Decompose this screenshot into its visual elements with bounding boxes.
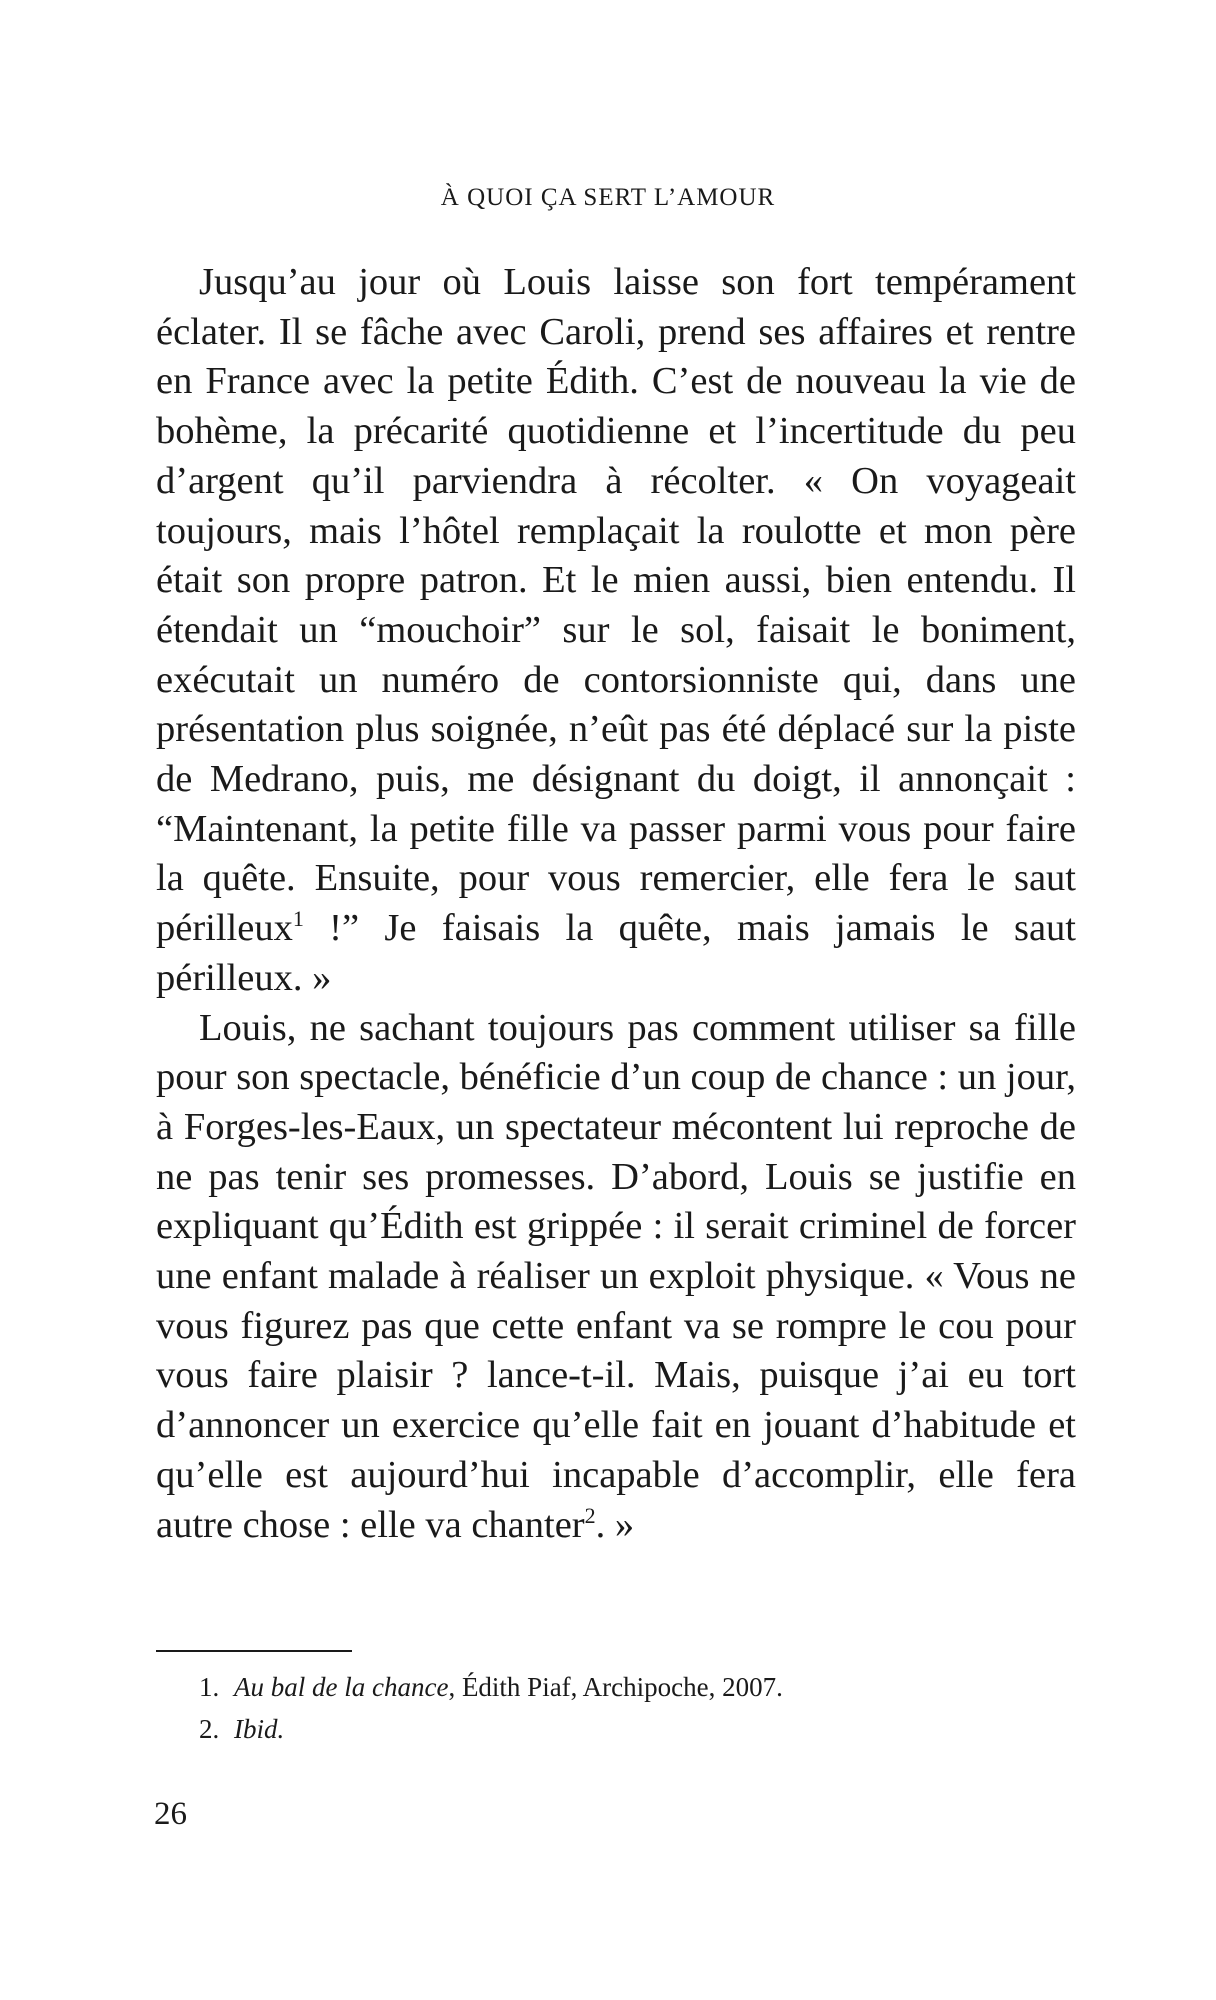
footnote-reference: 2 [584, 1502, 596, 1528]
footnote [199, 1666, 1059, 1708]
footnote-title: Au bal de la chance [234, 1672, 449, 1702]
footnote-number: 1. [199, 1672, 220, 1702]
body-text [156, 258, 1076, 1550]
footnotes [199, 1666, 1059, 1750]
footnote-reference: 1 [292, 906, 304, 932]
footnote-text: , Édith Piaf, Archipoche, 2007. [448, 1672, 783, 1702]
paragraph [156, 258, 1076, 1004]
paragraph-text: Louis, ne sachant toujours pas comment utiliser sa fille pour son spectacle, bénéficie d’un coup de chance : un jour, à Forges-les-Eaux, un spectateur mécontent lui reproche de ne pas tenir ses promesses. D’abord, Louis se justifie en expliquant qu’Édith est grippée : il serait criminel de forcer une enfant malade à réaliser un exploit physique. « Vous ne vous figurez pas que cette enfant va se rompre le cou pour vous faire plaisir ? lance-t-il. Mais, puisque j’ai eu tort d’annoncer un exercice qu’elle fait en jouant d’habitude et qu’elle est aujourd’hui incapable d’accomplir, elle fera autre chose : elle va chanter [156, 1006, 1076, 1546]
footnote [199, 1708, 1059, 1750]
footnote-title: Ibid. [234, 1714, 285, 1744]
footnote-separator [156, 1650, 352, 1652]
paragraph-text: !” Je faisais la quête, mais jamais le saut périlleux. » [156, 907, 1076, 999]
page-number: 26 [154, 1796, 187, 1832]
paragraph-text: . » [595, 1503, 635, 1546]
paragraph [156, 1004, 1076, 1551]
footnote-number: 2. [199, 1714, 220, 1744]
paragraph-text: Jusqu’au jour où Louis laisse son fort tempérament éclater. Il se fâche avec Caroli, prend ses affaires et rentre en France avec la petite Édith. C’est de nouveau la vie de bohème, la précarité quotidienne et l’incertitude du peu d’argent qu’il parviendra à récolter. « On voyageait toujours, mais l’hôtel remplaçait la roulotte et mon père était son propre patron. Et le mien aussi, bien entendu. Il étendait un “mouchoir” sur le sol, faisait le boniment, exécutait un numéro de contorsionniste qui, dans une présentation plus soignée, n’eût pas été déplacé sur la piste de Medrano, puis, me désignant du doigt, il annonçait : “Maintenant, la petite fille va passer parmi vous pour faire la quête. Ensuite, pour vous remercier, elle fera le saut périlleux [156, 261, 1076, 950]
running-head: À QUOI ÇA SERT L’AMOUR [440, 184, 776, 211]
